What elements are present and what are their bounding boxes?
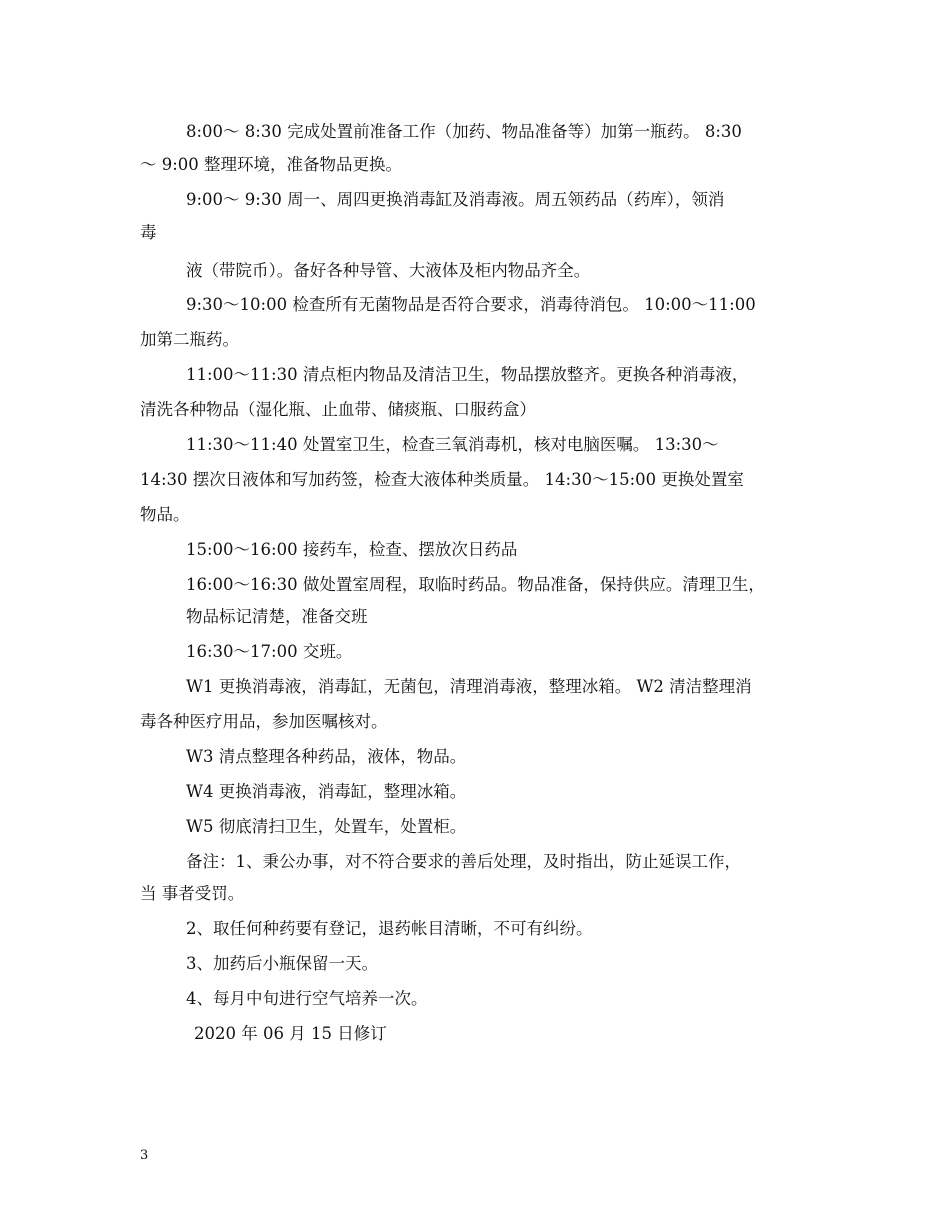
text-line: 清洗各种物品（湿化瓶、止血带、储痰瓶、口服药盒）	[140, 400, 536, 419]
text-line: 液（带院币）。备好各种导管、大液体及柜内物品齐全。	[186, 261, 591, 280]
text-line: 14:30 摆次日液体和写加药签，检查大液体种类质量。 14:30～15:00 更换处置室	[140, 470, 744, 489]
text-line: 当 事者受罚。	[140, 884, 245, 903]
text-line: 9:30～10:00 检查所有无菌物品是否符合要求，消毒待消包。 10:00～11:00	[186, 295, 756, 314]
text-line: 加第二瓶药。	[140, 330, 239, 349]
text-line: 备注：1、秉公办事，对不符合要求的善后处理，及时指出，防止延误工作，	[186, 852, 741, 871]
text-line: 4、每月中旬进行空气培养一次。	[186, 989, 428, 1008]
text-line: W3 清点整理各种药品，液体，物品。	[186, 747, 467, 766]
revision-date: 2020 年 06 月 15 日修订	[194, 1024, 387, 1043]
text-line: 物品标记清楚，准备交班	[186, 607, 368, 626]
text-line: 15:00～16:00 接药车，检查、摆放次日药品	[186, 540, 518, 559]
text-line: 2、取任何种药要有登记，退药帐目清晰，不可有纠纷。	[186, 919, 593, 938]
text-line: 毒	[140, 223, 157, 242]
text-line: ～ 9:00 整理环境，准备物品更换。	[140, 155, 403, 174]
text-line: 9:00～ 9:30 周一、周四更换消毒缸及消毒液。周五领药品（药库），领消	[186, 190, 725, 209]
text-line: W4 更换消毒液，消毒缸，整理冰箱。	[186, 782, 467, 801]
text-line: W1 更换消毒液，消毒缸，无菌包，清理消毒液，整理冰箱。 W2 清洁整理消	[186, 677, 752, 696]
text-line: 3、加药后小瓶保留一天。	[186, 954, 378, 973]
text-line: 8:00～ 8:30 完成处置前准备工作（加药、物品准备等）加第一瓶药。 8:30	[186, 122, 742, 141]
text-line: 16:30～17:00 交班。	[186, 642, 353, 661]
text-line: 物品。	[140, 505, 190, 524]
page-number: 3	[140, 1148, 149, 1163]
text-line: 毒各种医疗用品，参加医嘱核对。	[140, 712, 388, 731]
text-line: 11:00～11:30 清点柜内物品及清洁卫生，物品摆放整齐。更换各种消毒液，	[186, 365, 749, 384]
text-line: 11:30～11:40 处置室卫生，检查三氧消毒机，核对电脑医嘱。 13:30～	[186, 435, 719, 454]
text-line: W5 彻底清扫卫生，处置车，处置柜。	[186, 817, 467, 836]
text-line: 16:00～16:30 做处置室周程，取临时药品。物品准备，保持供应。清理卫生，	[186, 575, 765, 594]
